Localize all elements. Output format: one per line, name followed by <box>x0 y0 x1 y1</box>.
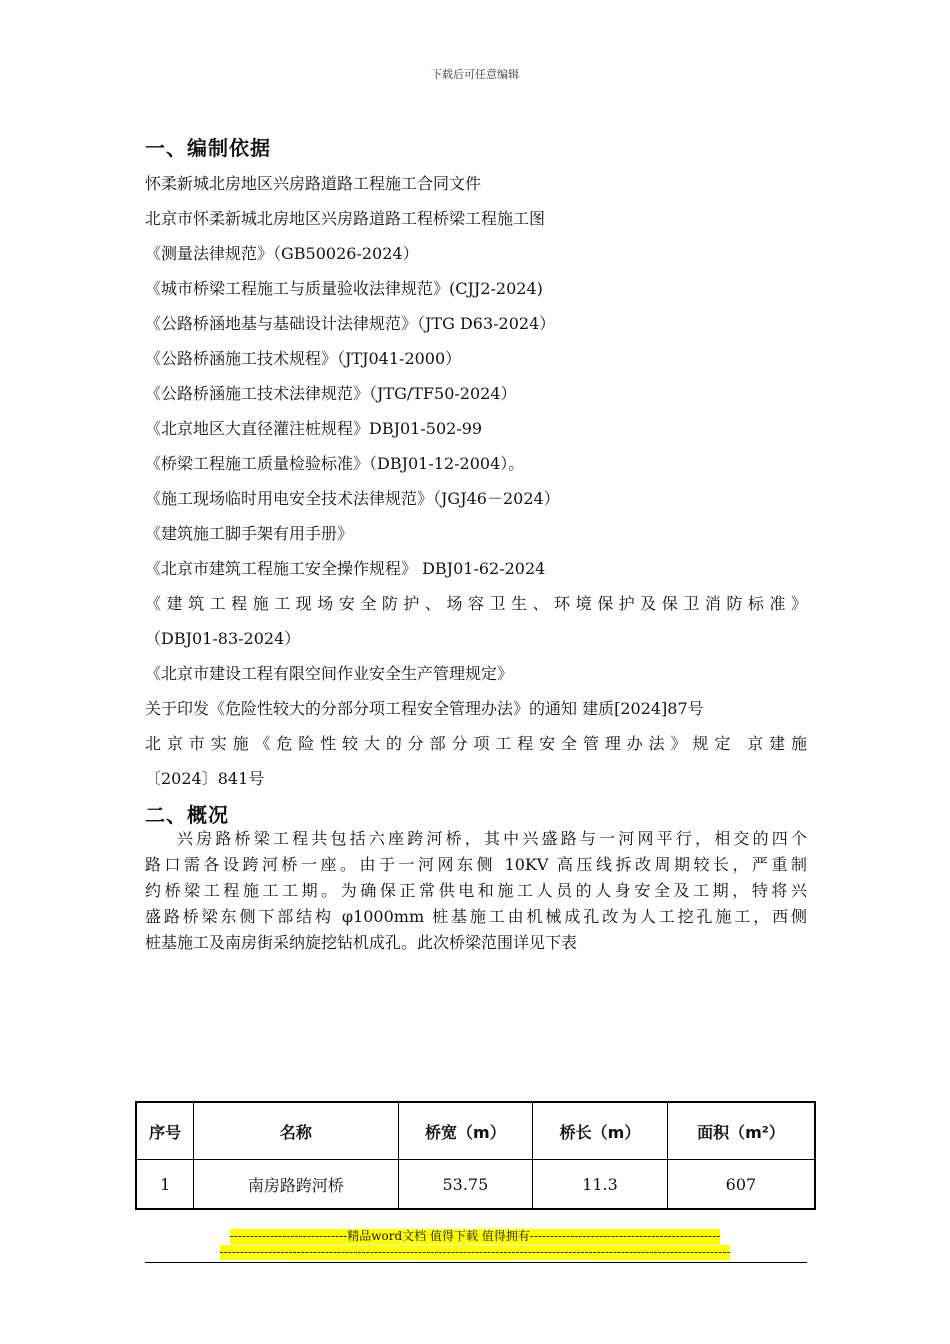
reference-item: 《建筑施工脚手架有用手册》 <box>145 524 354 543</box>
reference-item: 〔2024〕841号 <box>145 769 265 788</box>
cell-width: 53.75 <box>398 1160 533 1210</box>
cell-index: 1 <box>136 1160 194 1210</box>
bridge-table <box>135 1101 816 1210</box>
reference-item: 《公路桥涵地基与基础设计法律规范》（JTG D63-2024） <box>145 314 556 333</box>
footer-banner-text: -----------------------------精品word文档 值得下载 值得拥有----------------------------------------------- <box>229 1229 721 1243</box>
table-header-row <box>136 1102 815 1160</box>
reference-item: 《桥梁工程施工质量检验标准》（DBJ01-12-2004）。 <box>145 454 525 473</box>
header-index: 序号 <box>136 1102 194 1160</box>
cell-area: 607 <box>667 1160 815 1210</box>
footer-banner-line1 <box>0 1229 950 1244</box>
reference-item: 关于印发《危险性较大的分部分项工程安全管理办法》的通知 建质[2024]87号 <box>145 699 704 718</box>
cell-length: 11.3 <box>533 1160 668 1210</box>
reference-item: 《北京市建设工程有限空间作业安全生产管理规定》 <box>145 664 514 683</box>
reference-item: （DBJ01-83-2024） <box>145 629 301 648</box>
footer-banner-line2 <box>0 1245 950 1260</box>
header-name: 名称 <box>194 1102 398 1160</box>
section-title-overview: 二、概况 <box>145 803 229 827</box>
header-area: 面积（m²） <box>667 1102 815 1160</box>
reference-item: 《建筑工程施工现场安全防护、场容卫生、环境保护及保卫消防标准》 <box>145 594 807 613</box>
header-note: 下载后可任意编辑 <box>431 68 519 81</box>
overview-paragraph <box>145 826 807 956</box>
header-width: 桥宽（m） <box>398 1102 533 1160</box>
paragraph-line: 盛路桥梁东侧下部结构 φ1000mm 桩基施工由机械成孔改为人工挖孔施工，西侧 <box>145 907 807 926</box>
reference-item: 《城市桥梁工程施工与质量验收法律规范》(CJJ2-2024) <box>145 279 543 298</box>
header-length: 桥长（m） <box>533 1102 668 1160</box>
footer-rule <box>145 1262 807 1263</box>
reference-item: 《北京地区大直径灌注桩规程》DBJ01-502-99 <box>145 419 483 438</box>
section-title-basis: 一、编制依据 <box>145 136 271 160</box>
paragraph-line: 兴房路桥梁工程共包括六座跨河桥，其中兴盛路与一河网平行，相交的四个 <box>177 829 807 848</box>
reference-item: 《公路桥涵施工技术法律规范》（JTG/TF50-2024） <box>145 384 517 403</box>
paragraph-line: 路口需各设跨河桥一座。由于一河网东侧 10KV 高压线拆改周期较长，严重制 <box>145 855 807 874</box>
reference-item: 《施工现场临时用电安全技术法律规范》（JGJ46－2024） <box>145 489 560 508</box>
footer-banner-text: ------------------------------------------------------------------------------------------------------------------------------ <box>219 1245 731 1259</box>
reference-item: 怀柔新城北房地区兴房路道路工程施工合同文件 <box>145 174 482 193</box>
cell-name: 南房路跨河桥 <box>194 1160 398 1210</box>
reference-item: 北京市怀柔新城北房地区兴房路道路工程桥梁工程施工图 <box>145 209 546 228</box>
reference-item: 《公路桥涵施工技术规程》（JTJ041-2000） <box>145 349 462 368</box>
paragraph-line: 桩基施工及南房街采纳旋挖钻机成孔。此次桥梁范围详见下表 <box>145 933 578 952</box>
reference-item: 北京市实施《危险性较大的分部分项工程安全管理办法》规定 京建施 <box>145 734 807 753</box>
paragraph-line: 约桥梁工程施工工期。为确保正常供电和施工人员的人身安全及工期，特将兴 <box>145 881 807 900</box>
reference-item: 《测量法律规范》（GB50026-2024） <box>145 244 419 263</box>
reference-item: 《北京市建筑工程施工安全操作规程》 DBJ01-62-2024 <box>145 559 546 578</box>
table-row <box>136 1160 815 1210</box>
